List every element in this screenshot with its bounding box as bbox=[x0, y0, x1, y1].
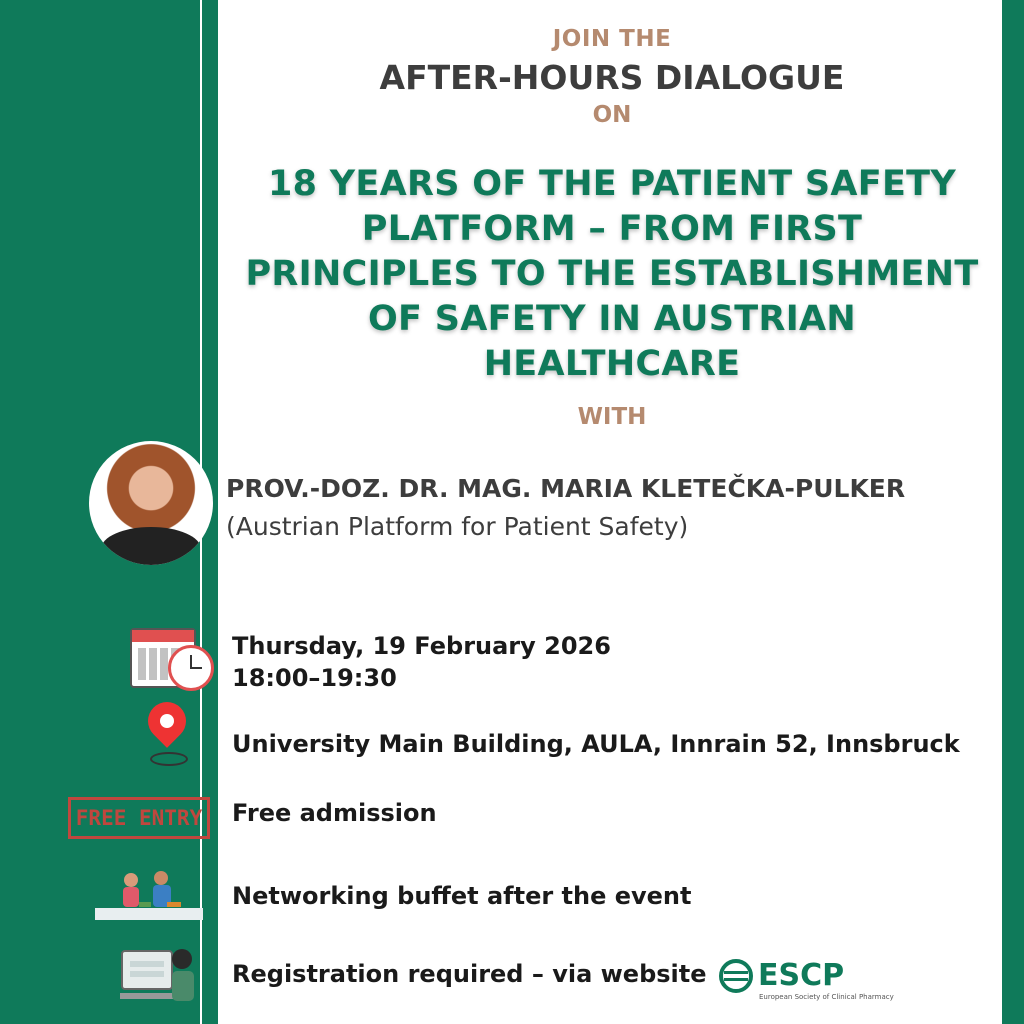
event-location: University Main Building, AULA, Innrain 52, Innsbruck bbox=[232, 730, 960, 758]
title-line: OF SAFETY IN AUSTRIAN bbox=[367, 299, 857, 339]
speaker-photo bbox=[89, 441, 213, 565]
clock-icon bbox=[168, 645, 214, 691]
title-line: PRINCIPLES TO THE ESTABLISHMENT bbox=[245, 254, 979, 294]
buffet-info: Networking buffet after the event bbox=[232, 882, 692, 910]
location-pin-dot bbox=[160, 714, 174, 728]
right-green-band bbox=[1002, 0, 1024, 1024]
on-label: ON bbox=[592, 102, 632, 128]
escp-logo-text: ESCP bbox=[758, 958, 845, 993]
with-label: WITH bbox=[577, 404, 647, 430]
escp-logo-icon bbox=[718, 958, 754, 994]
title-line: 18 YEARS OF THE PATIENT SAFETY bbox=[268, 164, 956, 204]
event-name: AFTER-HOURS DIALOGUE bbox=[379, 58, 845, 97]
registration-computer-icon bbox=[120, 945, 198, 1005]
registration-info: Registration required – via website bbox=[232, 960, 707, 988]
event-date: Thursday, 19 February 2026 bbox=[232, 632, 611, 660]
escp-logo-subtitle: European Society of Clinical Pharmacy bbox=[759, 993, 894, 1001]
join-label: JOIN THE bbox=[552, 26, 672, 52]
event-time: 18:00–19:30 bbox=[232, 664, 397, 692]
title-line: HEALTHCARE bbox=[483, 344, 741, 384]
location-pin-base bbox=[150, 752, 188, 766]
speaker-affiliation: (Austrian Platform for Patient Safety) bbox=[226, 512, 689, 541]
talk-title bbox=[222, 162, 1002, 387]
speaker-name: PROV.-DOZ. DR. MAG. MARIA KLETEČKA-PULKER bbox=[226, 474, 906, 503]
title-line: PLATFORM – FROM FIRST bbox=[361, 209, 863, 249]
free-entry-stamp-icon: FREE ENTRY bbox=[68, 797, 210, 839]
buffet-icon bbox=[95, 870, 203, 922]
admission-info: Free admission bbox=[232, 799, 437, 827]
